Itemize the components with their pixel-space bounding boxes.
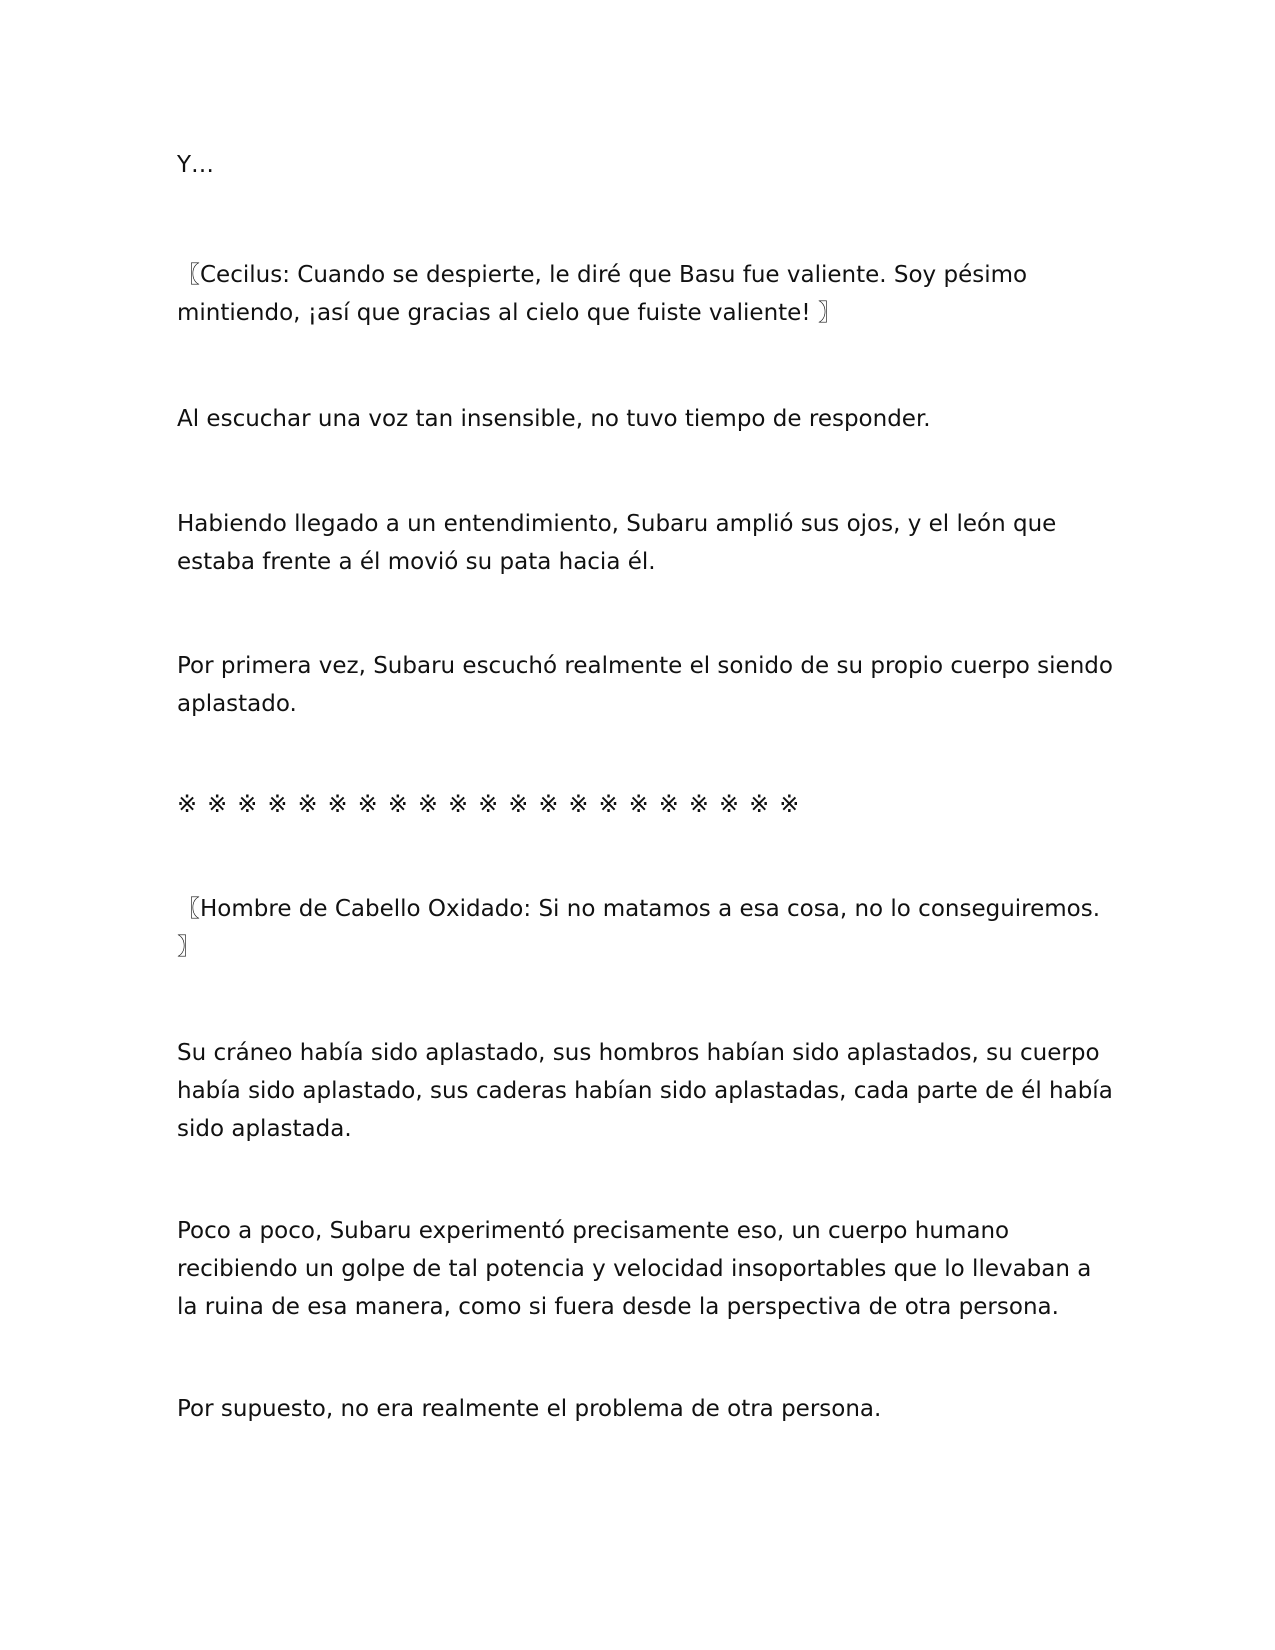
paragraph-little-by-little: Poco a poco, Subaru experimentó precisamente eso, un cuerpo humano recibiendo un golpe de tal potencia y velocidad insoportables que lo llevaban a la ruina de esa manera, como si fuera desde la perspectiva de otra persona.: [177, 1218, 1092, 1320]
paragraph-first-time: Por primera vez, Subaru escuchó realmente el sonido de su propio cuerpo siendo aplastado.: [177, 653, 1113, 717]
paragraph-understanding: Habiendo llegado a un entendimiento, Subaru amplió sus ojos, y el león que estaba frente a él movió su pata hacia él.: [177, 511, 1057, 575]
scene-separator: ※※※※※※※※※※※※※※※※※※※※※: [177, 790, 810, 818]
paragraph-of-course: Por supuesto, no era realmente el problema de otra persona.: [177, 1396, 882, 1422]
paragraph-crushed: Su cráneo había sido aplastado, sus hombros habían sido aplastados, su cuerpo había sido aplastado, sus caderas habían sido aplastadas, cada parte de él había sido aplastada.: [177, 1040, 1113, 1142]
paragraph-insensitive-voice: Al escuchar una voz tan insensible, no tuvo tiempo de responder.: [177, 406, 931, 432]
dialogue-cecilus: 〖Cecilus: Cuando se despierte, le diré que Basu fue valiente. Soy pésimo mintiendo, ¡así que gracias al cielo que fuiste valiente! 〗: [177, 262, 1028, 326]
paragraph-ellipsis: Y…: [177, 152, 215, 178]
dialogue-rusty-haired-man: 〖Hombre de Cabello Oxidado: Si no matamos a esa cosa, no lo conseguiremos. 〗: [177, 896, 1101, 960]
